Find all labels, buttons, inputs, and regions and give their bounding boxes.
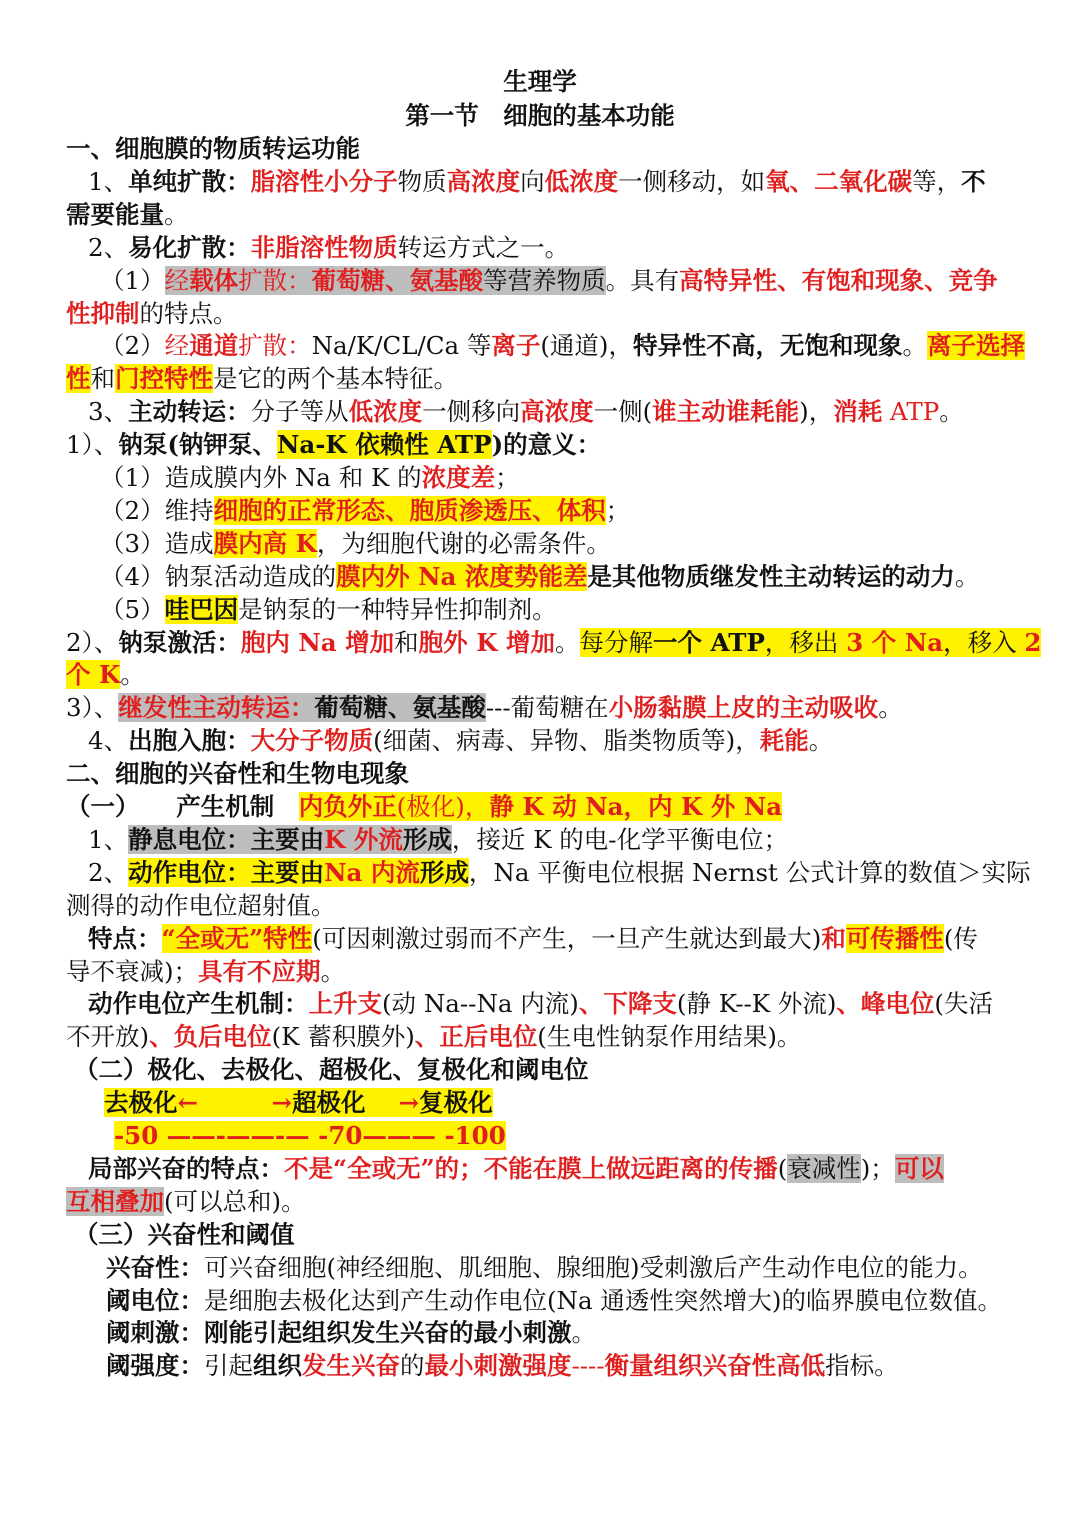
- text-line: [0, 1152, 1080, 1185]
- text-run: 最小刺激强度: [424, 1351, 572, 1381]
- text-run: (: [777, 1153, 788, 1183]
- text-run: 出胞入胞：: [128, 726, 251, 756]
- text-run: 3 个 Na: [846, 627, 944, 657]
- text-run: )；: [860, 1153, 895, 1183]
- text-run: （三）兴奋性和阈值: [74, 1219, 295, 1249]
- text-run: 局部兴奋的特点：: [88, 1153, 284, 1183]
- text-run: 2）、: [66, 627, 119, 657]
- text-line: [0, 231, 1080, 264]
- text-run: 、正后电位: [414, 1022, 538, 1052]
- text-run: 是它的两个基本特征。: [213, 364, 458, 394]
- text-run: 通道: [189, 331, 239, 361]
- text-run: 4、: [88, 726, 129, 756]
- text-run: 3、: [88, 397, 129, 427]
- text-run: 主动转运：: [128, 397, 251, 427]
- text-run: 兴奋性：: [106, 1252, 204, 1282]
- text-run: （4）钠泵活动造成的: [100, 561, 337, 591]
- text-run: Na 内流: [324, 857, 420, 887]
- text-run: -50 ——-——-— -70——— -100: [114, 1121, 506, 1150]
- text-run: 动作电位产生机制：: [88, 989, 309, 1019]
- text-run: 转运方式之一。: [397, 232, 570, 262]
- text-run: (细菌、病毒、异物、脂类物质等)，: [373, 726, 760, 756]
- text-run: 消耗: [833, 397, 883, 427]
- text-run: ，移入: [943, 627, 1025, 657]
- text-run: 特点：: [88, 923, 162, 953]
- text-run: 发生兴奋: [302, 1351, 400, 1381]
- text-run: 载体: [189, 265, 239, 295]
- text-line: [0, 823, 1080, 856]
- text-run: (传: [943, 923, 978, 953]
- text-run: 1、: [88, 824, 129, 854]
- text-run: 高浓度: [446, 166, 521, 196]
- text-run: 是钠泵的一种特异性抑制剂。: [238, 594, 557, 624]
- text-run: 经: [164, 265, 190, 295]
- text-run: 细胞的正常形态、胞质渗透压、体积: [213, 495, 606, 525]
- text-line: [0, 987, 1080, 1020]
- text-line: [0, 560, 1080, 593]
- text-line: [0, 362, 1080, 395]
- text-run: 葡萄糖、氨基酸: [311, 265, 484, 295]
- text-line: [0, 198, 1080, 231]
- text-run: 形成: [419, 857, 469, 887]
- text-run: )的意义：: [491, 430, 602, 460]
- text-run: 上升支: [308, 989, 382, 1019]
- text-run: 一侧移向: [422, 397, 521, 427]
- text-run: 离子选择: [927, 331, 1025, 361]
- text-run: )，: [799, 397, 834, 427]
- text-run: 。: [164, 199, 189, 229]
- text-run: ATP: [882, 397, 940, 427]
- text-run: （1）: [100, 265, 165, 295]
- text-run: 谁主动谁耗能: [652, 397, 800, 427]
- text-run: 2、: [88, 232, 129, 262]
- text-run: 氧、二氧化碳: [765, 166, 913, 196]
- text-line: [0, 658, 1080, 691]
- text-run: ，为细胞代谢的必需条件。: [316, 528, 611, 558]
- text-run: 的: [400, 1351, 425, 1381]
- text-run: 可传播性: [845, 923, 944, 953]
- text-run: 。: [878, 693, 903, 723]
- text-run: 非脂溶性物质: [250, 232, 398, 262]
- text-run: 刚能引起组织发生兴奋的最小刺激: [204, 1318, 572, 1348]
- text-line: [0, 165, 1080, 198]
- text-line: [0, 691, 1080, 724]
- text-line: [0, 1020, 1080, 1053]
- text-run: 形成: [402, 824, 452, 854]
- text-run: 扩散：: [238, 331, 312, 361]
- text-run: ----: [571, 1351, 605, 1381]
- text-line: [0, 132, 1080, 165]
- text-run: 个 K: [66, 660, 121, 690]
- text-run: 阈电位：: [106, 1285, 204, 1315]
- text-run: 组织: [253, 1351, 302, 1381]
- text-run: 互相叠加: [66, 1186, 164, 1216]
- text-run: 导不衰减)；: [66, 956, 199, 986]
- text-run: 1）、: [66, 430, 119, 460]
- text-run: ；: [605, 495, 631, 525]
- text-run: 性: [66, 364, 91, 394]
- text-run: “全或无”特性: [161, 923, 313, 953]
- text-run: 等，: [912, 166, 962, 196]
- text-line: [0, 1185, 1080, 1218]
- text-run: （2）: [100, 331, 165, 361]
- text-line: [0, 1119, 1080, 1152]
- text-run: (可因刺激过弱而不产生，一旦产生就达到最大): [312, 923, 822, 953]
- text-run: 需要能量: [66, 199, 164, 229]
- text-run: 大分子物质: [250, 726, 374, 756]
- text-line: [0, 527, 1080, 560]
- text-run: 复极化: [419, 1088, 493, 1118]
- text-run: 。: [571, 1318, 596, 1348]
- text-run: （3）造成: [100, 528, 214, 558]
- text-run: 葡萄糖、氨基酸: [314, 693, 486, 723]
- text-run: ，Na 平衡电位根据 Nernst 公式计算的数值＞实际: [468, 857, 1031, 887]
- text-line: [0, 264, 1080, 297]
- text-run: 1、: [88, 166, 129, 196]
- text-line: [0, 297, 1080, 330]
- text-run: 静 K 动 Na，内 K 外 Na: [489, 792, 783, 821]
- text-run: 钠泵激活：: [118, 627, 241, 657]
- text-run: 和: [821, 923, 846, 953]
- text-run: 2、: [88, 857, 129, 887]
- text-run: 离子: [491, 331, 541, 361]
- text-line: [0, 494, 1080, 527]
- text-run: 单纯扩散：: [128, 166, 251, 196]
- text-run: 分子等从: [250, 397, 349, 427]
- text-line: [0, 922, 1080, 955]
- text-run: （5）: [100, 594, 165, 624]
- text-run: 。: [555, 627, 580, 657]
- text-line: [0, 1251, 1080, 1284]
- text-run: 向: [520, 166, 545, 196]
- text-line: [0, 461, 1080, 494]
- text-run: (生电性钠泵作用结果)。: [537, 1022, 802, 1052]
- text-line: [0, 790, 1080, 823]
- text-run: （一） 产生机制: [66, 792, 299, 821]
- text-run: 阈强度：: [106, 1351, 204, 1381]
- text-line: [0, 626, 1080, 659]
- text-line: [0, 1349, 1080, 1382]
- text-run: (动 Na--Na 内流): [382, 989, 579, 1019]
- text-run: 是其他物质继发性主动转运的动力: [587, 561, 955, 591]
- text-run: →: [398, 1088, 420, 1118]
- text-run: 静息电位：主要由: [128, 824, 325, 854]
- text-run: K 外流: [324, 824, 403, 854]
- text-run: ；: [495, 463, 520, 492]
- text-run: 阈刺激：: [106, 1318, 204, 1348]
- text-run: 膜内外 Na 浓度势能差: [336, 561, 588, 591]
- text-run: 。: [939, 397, 964, 427]
- text-run: (K 蓄积膜外): [271, 1022, 415, 1052]
- text-run: 不是“全或无”的；不能在膜上做远距离的传播: [284, 1153, 778, 1183]
- text-run: 。具有: [605, 265, 680, 295]
- text-run: 衡量组织兴奋性高低: [604, 1351, 826, 1381]
- text-run: 和: [394, 627, 419, 657]
- text-run: 易化扩散：: [128, 232, 251, 262]
- text-line: [0, 329, 1080, 362]
- text-run: Na-K 依赖性 ATP: [276, 430, 492, 460]
- text-run: 和: [90, 364, 115, 394]
- text-run: 低浓度: [544, 166, 619, 196]
- text-run: 是细胞去极化达到产生动作电位(Na 通透性突然增大)的临界膜电位数值。: [204, 1285, 1002, 1315]
- text-run: 一侧(: [593, 397, 653, 427]
- text-run: 经: [164, 331, 190, 361]
- text-run: 每分解: [579, 627, 654, 657]
- text-line: [0, 1218, 1080, 1251]
- text-run: 继发性主动转运：: [118, 693, 315, 723]
- text-run: 可兴奋细胞(神经细胞、肌细胞、腺细胞)受刺激后产生动作电位的能力。: [204, 1252, 983, 1282]
- text-run: 等营养物质: [483, 265, 606, 295]
- text-run: 小肠黏膜上皮的主动吸收: [608, 693, 879, 723]
- text-run: 可以: [894, 1153, 944, 1183]
- text-run: 特异性不高，无饱和现象: [633, 331, 903, 361]
- text-run: 哇巴因: [164, 594, 239, 624]
- text-run: 胞内 Na 增加: [240, 627, 395, 657]
- text-run: 不: [961, 166, 986, 196]
- text-line: [0, 1086, 1080, 1119]
- text-run: （二）极化、去极化、超极化、复极化和阈电位: [74, 1055, 589, 1085]
- text-run: 。: [902, 331, 927, 361]
- text-run: 具有不应期: [198, 956, 321, 986]
- text-run: (静 K--K 外流): [676, 989, 837, 1019]
- text-run: (通道)，: [540, 331, 633, 361]
- text-run: 超极化: [292, 1088, 399, 1118]
- text-run: 的特点。: [139, 298, 238, 328]
- text-line: [0, 1284, 1080, 1317]
- text-run: 一、细胞膜的物质转运功能: [66, 134, 360, 163]
- text-run: 3）、: [66, 693, 119, 723]
- text-run: （2）维持: [100, 495, 214, 525]
- text-run: 去极化: [104, 1088, 178, 1118]
- text-run: ---葡萄糖在: [485, 693, 609, 723]
- text-run: (可以总和)。: [164, 1186, 306, 1216]
- text-run: 。: [320, 956, 346, 986]
- text-run: 低浓度: [348, 397, 423, 427]
- text-run: 二、细胞的兴奋性和生物电现象: [66, 759, 409, 789]
- text-run: 一个 ATP: [653, 627, 765, 657]
- text-line: [0, 593, 1080, 626]
- text-run: ，接近 K 的电-化学平衡电位；: [451, 824, 789, 854]
- text-line: [0, 724, 1080, 757]
- text-run: Na/K/CL/Ca 等: [311, 331, 492, 361]
- text-run: 高浓度: [520, 397, 594, 427]
- text-line: [0, 856, 1080, 889]
- text-run: 膜内高 K: [213, 528, 317, 558]
- text-run: 内负外正: [298, 792, 397, 821]
- text-run: (失活: [934, 989, 993, 1019]
- text-run: 脂溶性小分子: [250, 166, 398, 196]
- text-line: [0, 395, 1080, 428]
- text-run: 不开放): [66, 1022, 150, 1052]
- text-run: 高特异性、有饱和现象、竞争: [679, 265, 998, 295]
- text-run: 、下降支: [578, 989, 677, 1019]
- text-run: 门控特性: [115, 364, 213, 394]
- text-run: 胞外 K 增加: [418, 627, 556, 657]
- text-line: [0, 1053, 1080, 1086]
- text-run: 引起: [204, 1351, 253, 1381]
- text-run: 动作电位：主要由: [128, 857, 325, 887]
- text-run: 2: [1024, 627, 1042, 657]
- text-run: 扩散：: [238, 265, 312, 295]
- text-run: 钠泵(钠钾泵、: [118, 430, 277, 460]
- text-line: [0, 889, 1080, 922]
- text-run: 。: [954, 561, 980, 591]
- text-run: ，移出: [764, 627, 847, 657]
- text-run: 一侧移动，如: [618, 166, 766, 196]
- text-run: 性抑制: [66, 298, 140, 328]
- text-run: 、峰电位: [836, 989, 935, 1019]
- text-run: 衰减性: [787, 1153, 861, 1183]
- text-run: 。: [120, 660, 145, 690]
- text-run: ← →: [177, 1088, 293, 1118]
- text-run: 浓度差: [421, 463, 496, 492]
- text-run: 耗能: [759, 726, 809, 756]
- text-run: 。: [808, 726, 834, 756]
- doc-title: 生理学: [503, 67, 577, 96]
- text-line: [0, 757, 1080, 790]
- text-run: (极化)，: [396, 792, 490, 821]
- text-run: 物质: [397, 166, 447, 196]
- text-line: [0, 1316, 1080, 1349]
- text-line: [0, 428, 1080, 461]
- text-run: 、负后电位: [149, 1022, 272, 1052]
- text-run: 指标。: [825, 1351, 899, 1381]
- text-run: 测得的动作电位超射值。: [66, 890, 336, 920]
- text-line: [0, 955, 1080, 988]
- section-heading: 第一节 细胞的基本功能: [405, 101, 675, 130]
- text-run: （1）造成膜内外 Na 和 K 的: [100, 463, 422, 492]
